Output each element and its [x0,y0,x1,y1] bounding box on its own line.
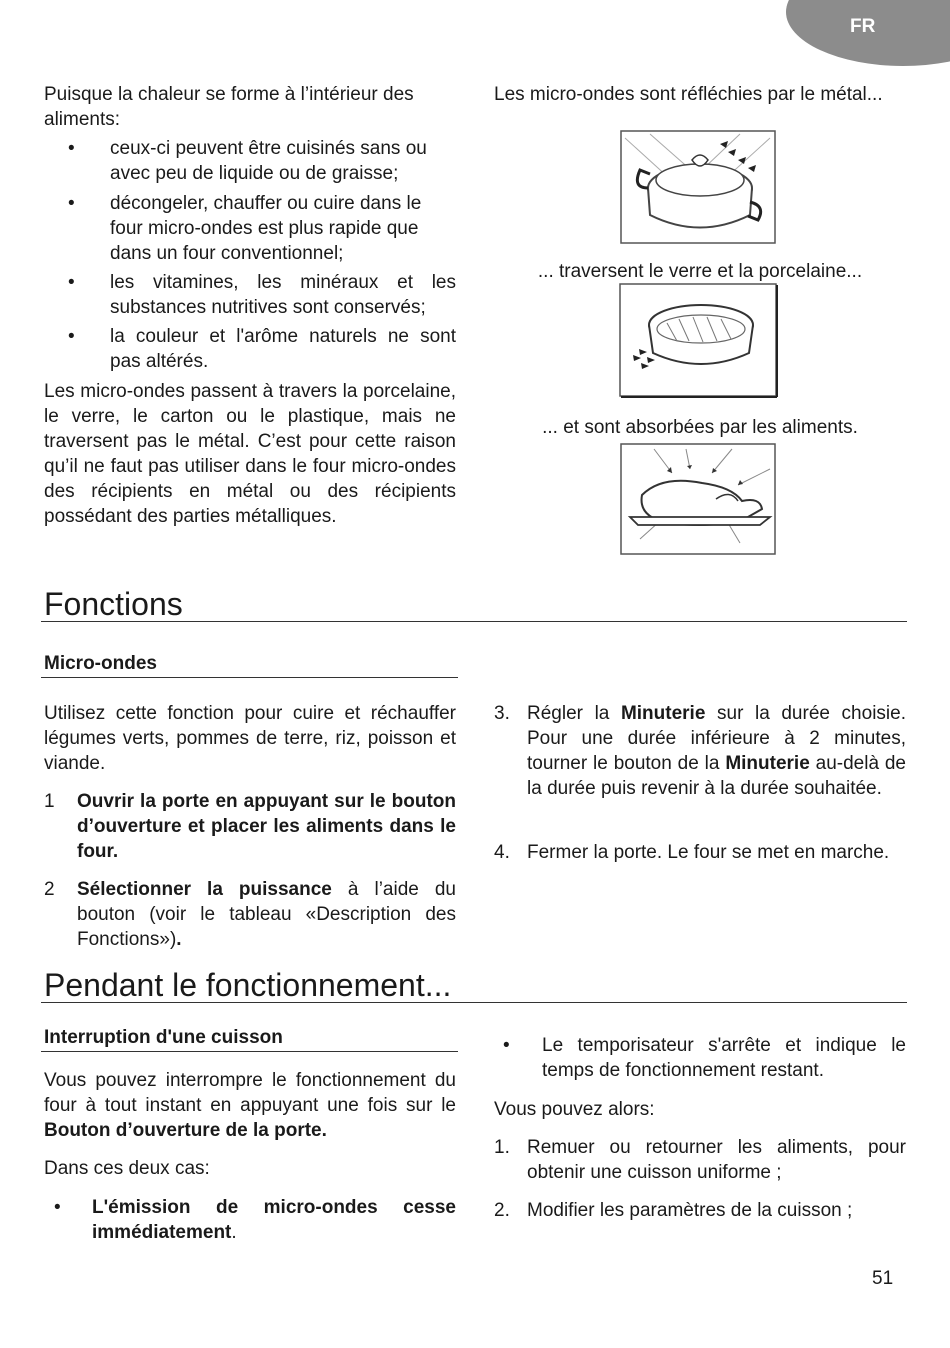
step-number: 2 [44,879,55,900]
language-label: FR [850,16,876,37]
step-number: 1 [44,791,55,812]
bullet-icon: • [68,272,75,293]
metal-reflection-figure [620,130,778,246]
step-3-text [527,701,906,801]
section-title-pendant: Pendant le fonctionnement... [44,967,452,1003]
step-4-text: Fermer la porte. Le four se met en marche. [527,842,890,863]
glass-transmission-figure [619,283,781,399]
step-3-part: sur la durée choisie. Pour une durée inférieure à 2 minutes, tourner le bouton de la [527,703,906,774]
step-2-text [77,877,456,952]
pendant-paragraph-2: Dans ces deux cas: [44,1158,210,1179]
figure-caption-food: ... et sont absorbées par les aliments. [542,417,858,438]
intro-lead: Puisque la chaleur se forme à l’intérieur des aliments: [44,84,414,130]
pendant-bullet-1 [92,1195,456,1245]
subsection-title-interruption: Interruption d'une cuisson [44,1027,283,1048]
pendant-bullet-2: Le temporisateur s'arrête et indique le temps de fonctionnement restant. [542,1035,906,1081]
pendant-p1-text: Vous pouvez interrompre le fonctionnement du four à tout instant en appuyant une fois sur le [44,1070,456,1116]
intro-bullet: décongeler, chauffer ou cuire dans le four micro-ondes est plus rapide que dans un four conventionnel; [110,193,422,264]
bullet-icon: • [68,326,75,347]
step-3-part: au-delà de la durée puis revenir à la durée souhaitée. [527,753,906,799]
intro-bullet: les vitamines, les minéraux et les substances nutritives sont conservés; [110,272,456,318]
fonctions-intro: Utilisez cette fonction pour cuire et réchauffer légumes verts, pommes de terre, riz, poisson et viande. [44,703,456,774]
food-absorption-figure [620,443,778,557]
section-divider [41,621,907,622]
subsection-divider [41,1051,458,1052]
page-number: 51 [872,1268,894,1289]
bullet-icon: • [68,193,75,214]
step-2-rest: à l’aide du bouton (voir le tableau «Description des Fonctions») [77,879,456,950]
step-3-part: Régler la [527,703,621,724]
section-divider [41,1002,907,1003]
subsection-title-micro-ondes: Micro-ondes [44,653,157,674]
step-number: 4. [494,842,510,863]
section-title-fonctions: Fonctions [44,586,183,622]
pendant-bullet-1-bold: L'émission de micro-ondes cesse immédiatement [92,1197,456,1243]
step-3-bold: Minuterie [620,703,706,724]
step-1-text: Ouvrir la porte en appuyant sur le bouton d’ouverture et placer les aliments dans le four. [77,791,456,862]
step-2-bold: Sélectionner la puissance [77,879,332,900]
pendant-item-1: Remuer ou retourner les aliments, pour obtenir une cuisson uniforme ; [527,1137,906,1183]
pendant-bullet-1-end: . [231,1222,237,1243]
intro-bullet: ceux-ci peuvent être cuisinés sans ou avec peu de liquide ou de graisse; [110,138,427,184]
item-number: 2. [494,1200,510,1221]
pendant-paragraph-3: Vous pouvez alors: [494,1099,655,1120]
pendant-p1-bold: Bouton d’ouverture de la porte. [44,1120,327,1141]
step-3-bold: Minuterie [725,753,810,774]
step-2-end: . [176,929,182,950]
intro-bullet: la couleur et l'arôme naturels ne sont pas altérés. [110,326,456,372]
bullet-icon: • [503,1035,510,1056]
pendant-paragraph-1 [44,1068,456,1143]
figure-caption-glass: ... traversent le verre et la porcelaine... [537,261,863,282]
figure-caption-metal: Les micro-ondes sont réfléchies par le métal... [494,84,883,105]
intro-paragraph: Les micro-ondes passent à travers la porcelaine, le verre, le carton ou le plastique, mais ne traversent pas le métal. C’est pour cette raison qu’il ne faut pas utiliser dans le four micro-ondes des récipients en métal ou des récipients possédant des parties métalliques. [44,381,456,527]
item-number: 1. [494,1137,510,1158]
bullet-icon: • [68,138,75,159]
pendant-item-2: Modifier les paramètres de la cuisson ; [527,1200,853,1221]
subsection-divider [41,677,458,678]
step-number: 3. [494,703,510,724]
bullet-icon: • [54,1197,61,1218]
